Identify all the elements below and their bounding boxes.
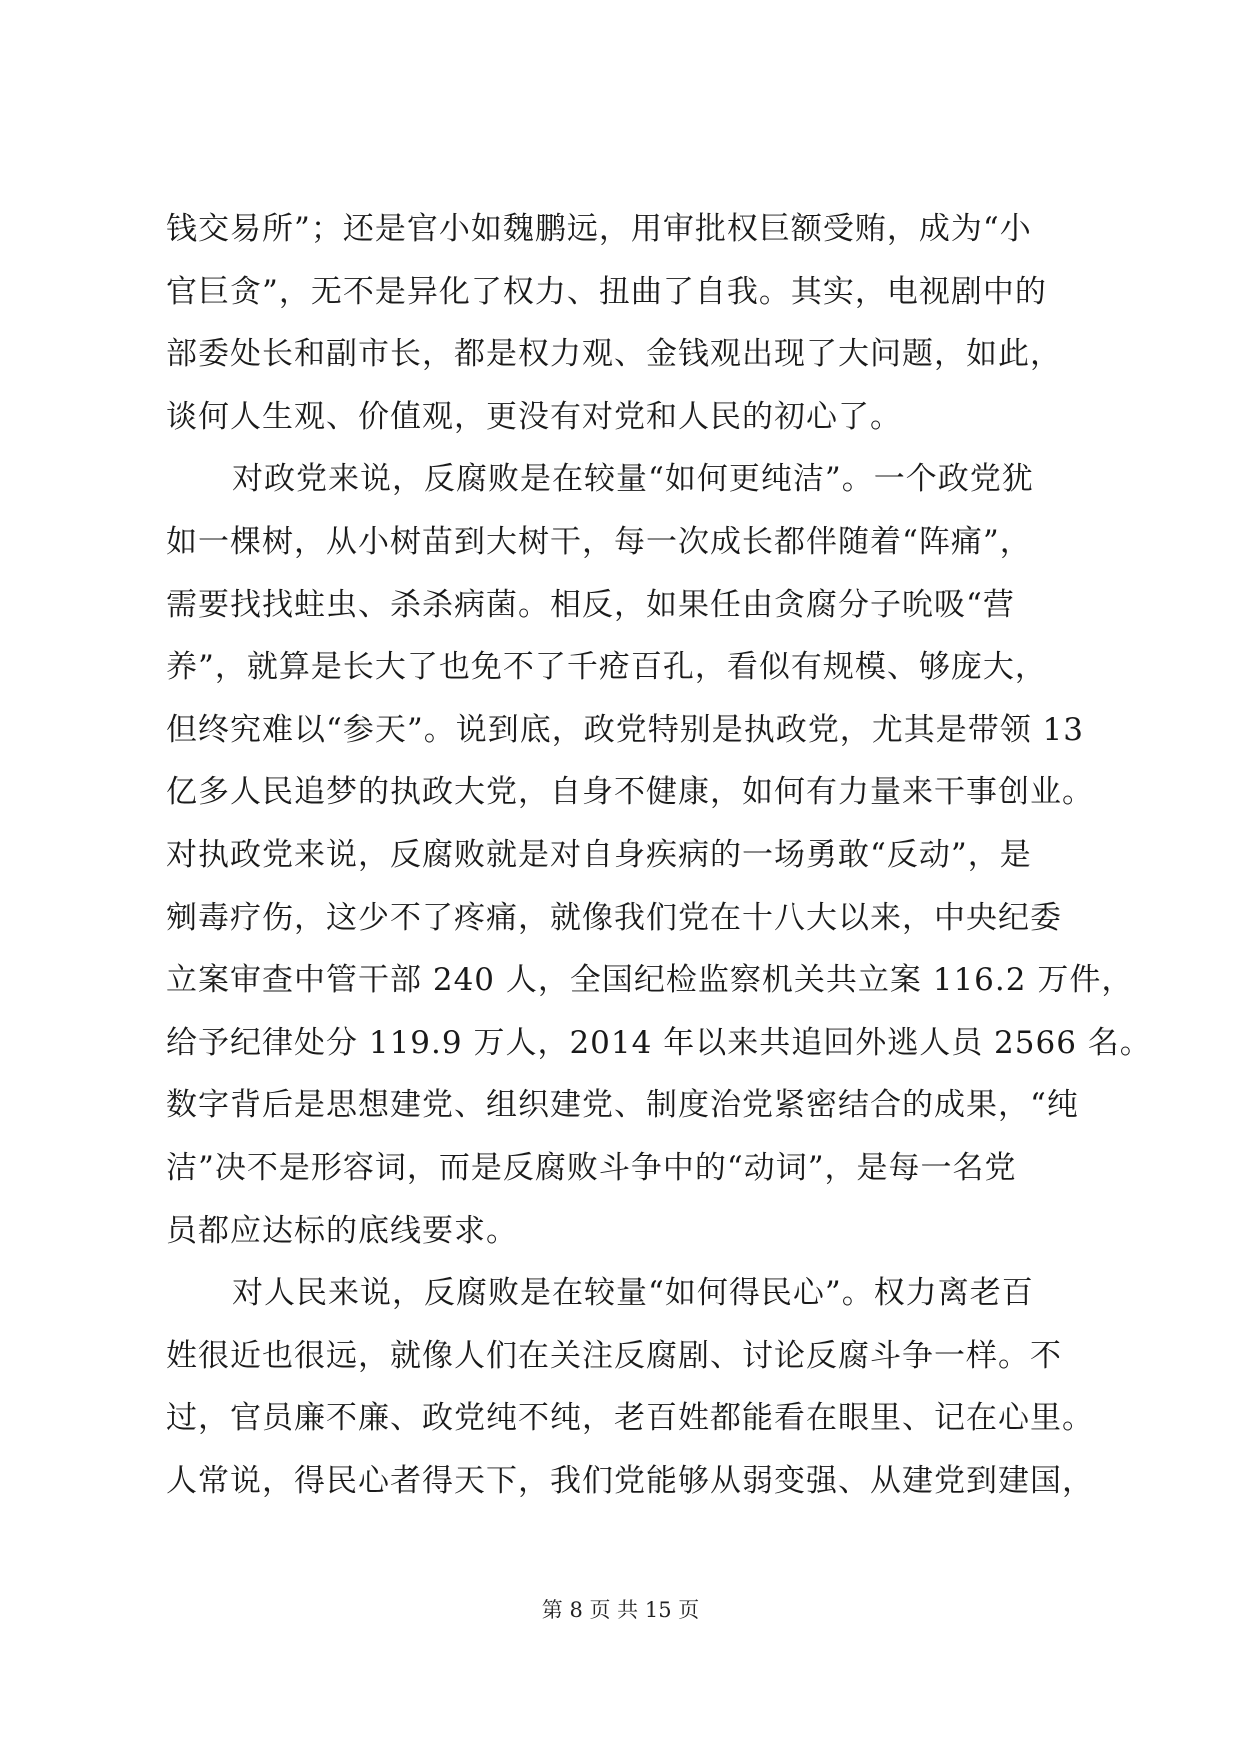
text-line: 人常说，得民心者得天下，我们党能够从弱变强、从建党到建国， <box>166 1462 1094 1499</box>
paragraph-first-line: 对人民来说，反腐败是在较量“如何得民心”。权力离老百 <box>232 1275 1034 1312</box>
text-line: 养”，就算是长大了也免不了千疮百孔，看似有规模、够庞大， <box>166 649 1047 686</box>
text-line: 姓很近也很远，就像人们在关注反腐剧、讨论反腐斗争一样。不 <box>166 1337 1062 1374</box>
text-line: 钱交易所”；还是官小如魏鹏远，用审批权巨额受贿，成为“小 <box>166 211 1032 247</box>
text-line: 需要找找蛀虫、杀杀病菌。相反，如果任由贪腐分子吮吸“营 <box>166 586 1015 623</box>
text-line: 立案审查中管干部 240 人，全国纪检监察机关共立案 116.2 万件， <box>166 962 1134 999</box>
text-line: 谈何人生观、价值观，更没有对党和人民的初心了。 <box>166 398 902 435</box>
text-line: 对执政党来说，反腐败就是对自身疾病的一场勇敢“反动”，是 <box>166 836 1032 873</box>
text-line: 员都应达标的底线要求。 <box>166 1212 518 1249</box>
paragraph-first-line: 对政党来说，反腐败是在较量“如何更纯洁”。一个政党犹 <box>232 461 1034 498</box>
body-text <box>166 198 1152 1512</box>
text-line: 给予纪律处分 119.9 万人，2014 年以来共追回外逃人员 2566 名。 <box>166 1024 1152 1061</box>
text-line: 过，官员廉不廉、政党纯不纯，老百姓都能看在眼里、记在心里。 <box>166 1400 1094 1437</box>
text-line: 数字背后是思想建党、组织建党、制度治党紧密结合的成果，“纯 <box>166 1087 1079 1124</box>
text-line: 官巨贪”，无不是异化了权力、扭曲了自我。其实，电视剧中的 <box>166 273 1047 310</box>
text-line: 如一棵树，从小树苗到大树干，每一次成长都伴随着“阵痛”， <box>166 523 1032 560</box>
page-number-footer: 第 8 页 共 15 页 <box>541 1598 700 1622</box>
text-line: 剜毒疗伤，这少不了疼痛，就像我们党在十八大以来，中央纪委 <box>166 899 1062 936</box>
text-line: 部委处长和副市长，都是权力观、金钱观出现了大问题，如此， <box>166 336 1062 373</box>
text-line: 亿多人民追梦的执政大党，自身不健康，如何有力量来干事创业。 <box>166 774 1094 811</box>
text-line: 洁”决不是形容词，而是反腐败斗争中的“动词”，是每一名党 <box>166 1149 1017 1186</box>
text-line: 但终究难以“参天”。说到底，政党特别是执政党，尤其是带领 13 <box>166 711 1084 748</box>
